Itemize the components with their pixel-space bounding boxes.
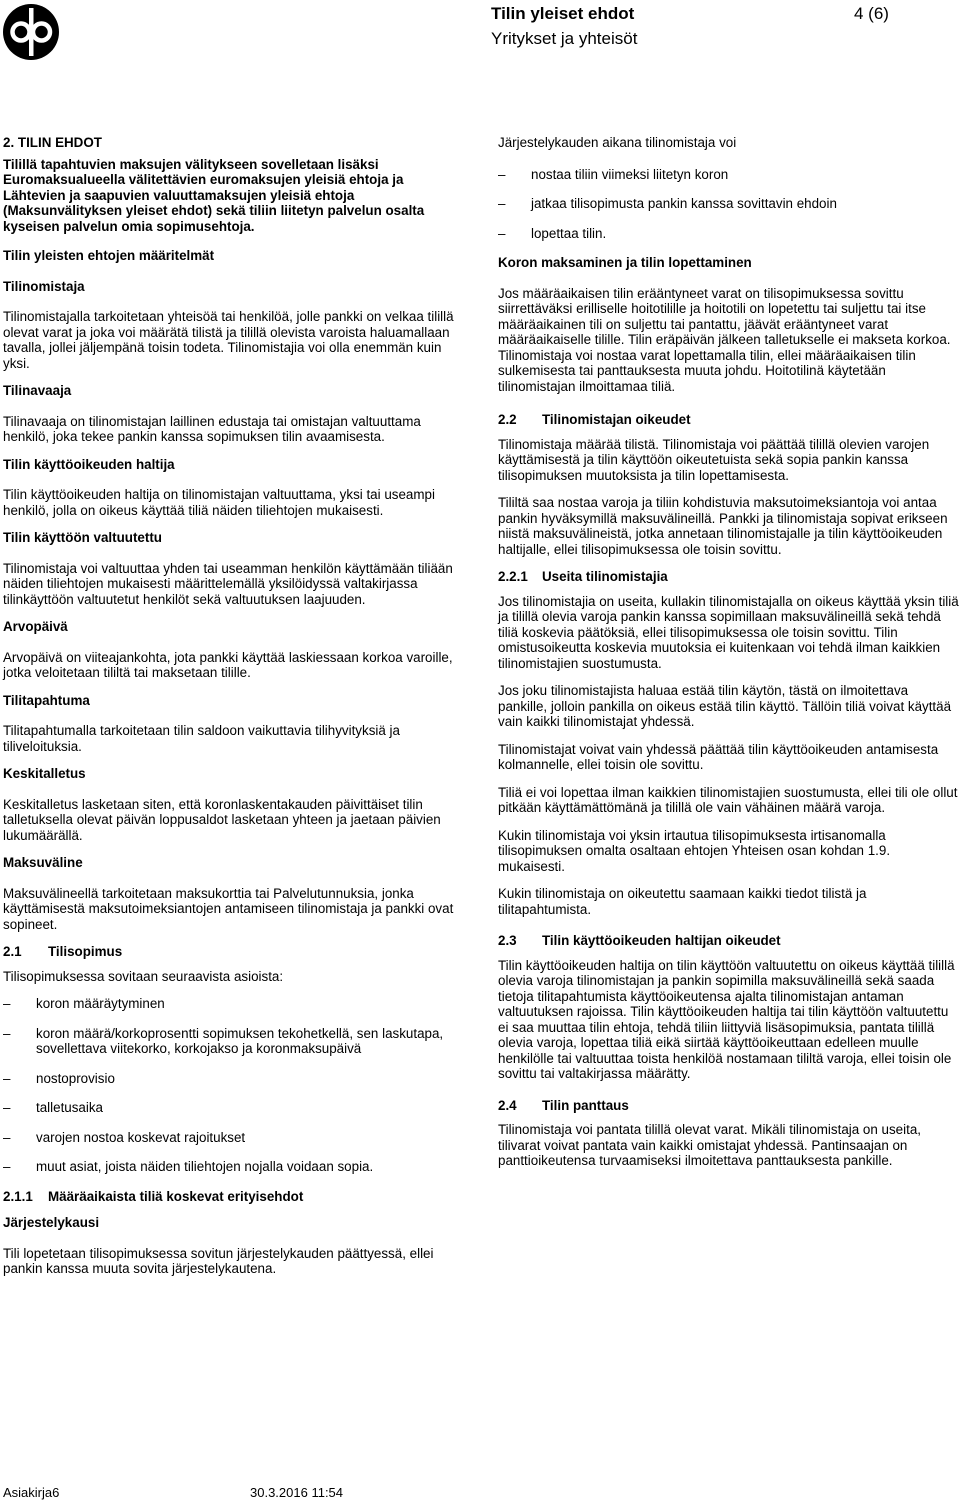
interest-heading: Koron maksaminen ja tilin lopettaminen <box>498 255 752 270</box>
tilisopimus-list <box>3 996 465 1175</box>
section-2-2-paragraph: Tililtä saa nostaa varoja ja tiliin kohdistuvia maksutoimeksiantoja voi antaa pankin hyväksymillä maksuvälineillä. Pankki ja tilinomistaja sopivat erikseen niistä maksuvälineistä, jotka annetaan tilinomistajalle ja tilin käyttöoikeuden haltijalle, ellei tilisopimuksessa ole toisin sovittu. <box>498 495 948 557</box>
definition-term: Tilin käyttöön valtuutettu <box>3 530 162 545</box>
left-column <box>3 135 465 1289</box>
definition-text: Maksuvälineellä tarkoitetaan maksukorttia tai Palvelutunnuksia, jonka käyttämisestä maksutoimeksiantojen antamiseen tilinomistaja ja pankki ovat sopineet. <box>3 885 454 932</box>
footer-date: 30.3.2016 11:54 <box>250 1485 344 1500</box>
definition-text: Keskitalletus lasketaan siten, että koronlaskentakauden päivittäiset tilin talletuksella olevat päivän loppusaldot lasketaan yhteen ja jaetaan päivien lukumäärällä. <box>3 796 441 843</box>
section-heading: 2. TILIN EHDOT <box>3 135 102 150</box>
document-subtitle: Yritykset ja yhteisöt <box>491 29 638 48</box>
list-item: – nostoprovisio <box>3 1071 465 1087</box>
section-2-2-heading: 2.2 Tilinomistajan oikeudet <box>498 412 691 427</box>
definition-term: Tilitapahtuma <box>3 692 90 708</box>
definition-term: Tilinavaaja <box>3 383 72 398</box>
section-2-2-1-paragraph: Tilinomistajat voivat vain yhdessä päättää tilin käyttöoikeuden antamisesta kolmannelle, ellei toisin ole sovittu. <box>498 741 939 772</box>
section-2-4-text: Tilinomistaja voi pantata tilillä olevat varat. Mikäli tilinomistaja on useita, tilivarat voivat pantata vain kaikki omistajat yhdessä. Pantinsaajan on panttioikeutensa turvaamiseksi ilmoitettava panttauksesta pankille. <box>498 1122 921 1168</box>
definition-text: Tilinavaaja on tilinomistajan laillinen edustaja tai omistajan valtuuttama henkilö, joka tekee pankin kanssa sopimuksen tilin avaamisesta. <box>3 413 421 444</box>
definition-text: Tilinomistajalla tarkoitetaan yhteisöä tai henkilöä, jolle pankki on velkaa tilillä olevat varat ja joka voi määrätä tilistä ja tilillä olevista varoista haluamallaan tavalla, jollei jäljempänä toisin todeta. Tilinomistajia voi olla enemmän kuin yksi. <box>3 309 454 371</box>
list-item: – muut asiat, joista näiden tiliehtojen nojalla voidaan sopia. <box>3 1159 465 1175</box>
section-2-2-1-paragraph: Tiliä ei voi lopettaa ilman kaikkien tilinomistajien suostumusta, ellei tili ole ollut pitkään käyttämättömänä ja tilillä ole vain vähäinen määrä varoja. <box>498 784 958 815</box>
op-logo-icon <box>2 3 60 61</box>
jarjestelykausi-text: Tili lopetetaan tilisopimuksessa sovitun järjestelykauden päättyessä, ellei pankin kanssa muuta sovita järjestelykautena. <box>3 1245 434 1276</box>
section-2-2-paragraph: Tilinomistaja määrää tilistä. Tilinomistaja voi päättää tilillä olevien varojen käyttämisestä ja tilin käyttöön oikeutetuista sekä sopia pankin kanssa tilisopimuksen muutoksista ja tilin lopettamisesta. <box>498 436 930 483</box>
section-2-2-1-paragraph: Kukin tilinomistaja on oikeutettu saamaan kaikki tiedot tilistä ja tilitapahtumista. <box>498 886 867 917</box>
footer-document-id: Asiakirja6 <box>3 1485 60 1500</box>
definition-term: Arvopäivä <box>3 619 68 634</box>
section-2-1-heading: 2.1 Tilisopimus <box>3 944 123 959</box>
page-number: 4 (6) <box>854 4 889 23</box>
list-item: – jatkaa tilisopimusta pankin kanssa sovittavin ehdoin <box>498 196 960 212</box>
intro-paragraph: Tilillä tapahtuvien maksujen välitykseen sovelletaan lisäksi Euromaksualueella välitettävien euromaksujen yleisiä ehtoja ja Lähtevien ja saapuvien valuuttamaksujen yleisiä ehtoja (Maksunvälityksen yleiset ehdot) sekä tiliin liitetyn palvelun osalta kyseisen palvelun omia sopimusehtoja. <box>3 156 425 234</box>
right-column <box>498 135 960 1181</box>
jarjestelykausi-heading: Järjestelykausi <box>3 1215 100 1230</box>
section-2-3-heading: 2.3 Tilin käyttöoikeuden haltijan oikeudet <box>498 933 781 948</box>
definition-term: Tilin käyttöoikeuden haltija <box>3 456 175 472</box>
section-2-2-1-paragraph: Jos tilinomistajia on useita, kullakin tilinomistajalla on oikeus käyttää yksin tiliä ja tilillä olevia varoja pankin kanssa sopimillaan maksuvälineillä sekä tehdä tiliä koskevia päätöksiä, ellei tilisopimuksessa ole toisin sovittu. Tilin omistusoikeutta koskevia muutoksia ei kuitenkaan voi tehdä ilman kaikkien tilinomistajien suostumusta. <box>498 593 959 671</box>
section-2-4-heading: 2.4 Tilin panttaus <box>498 1097 629 1113</box>
section-2-3-text: Tilin käyttöoikeuden haltija on tilin käyttöön valtuutettu on oikeus käyttää tilillä olevia varoja tilinomistajan ja pankin sopimilla maksuvälineillä sekä saada tietoja tilitapahtumista käyttöoikeutensa ajalta tilinomistajan antaman valtuutuksen rajoissa. Tilin käyttöoikeuden haltija tai tilin käyttöön valtuutettu ei saa muuttaa tilin ehtoja, tehdä tiliin liittyviä lisäsopimuksia, pantata tilillä olevia varoja, lopettaa tiliä eikä siirtää käyttöoikeuttaan edelleen muulle henkilölle tai valtuuttaa toista henkilöä nostamaan tililtä varoja, ellei toisin ole sovittu tai valtakirjassa määrätty. <box>498 957 955 1081</box>
definition-text: Tilin käyttöoikeuden haltija on tilinomistajan valtuuttama, yksi tai useampi henkilö, jolla on oikeus käyttää tiliä näiden tiliehtojen mukaisesti. <box>3 487 435 518</box>
section-2-2-1-heading: 2.2.1 Useita tilinomistajia <box>498 569 668 584</box>
section-2-2-1-paragraph: Jos joku tilinomistajista haluaa estää tilin käytön, tästä on ilmoitettava pankille, jolloin pankilla on oikeus estää tilin käyttö. Tällöin tiliä voivat käyttää vain kaikki tilinomistajat yhdessä. <box>498 683 952 729</box>
section-2-1-intro: Tilisopimuksessa sovitaan seuraavista asioista: <box>3 968 284 984</box>
list-item: – nostaa tiliin viimeksi liitetyn koron <box>498 167 960 183</box>
list-item: – lopettaa tilin. <box>498 226 960 242</box>
definition-text: Tilitapahtumalla tarkoitetaan tilin saldoon vaikuttavia tilihyvityksiä ja tiliveloituksia. <box>3 723 400 754</box>
jarjestelykausi-list <box>498 167 960 242</box>
list-item: – koron määrä/korkoprosentti sopimuksen tekohetkellä, sen laskutapa, sovellettava viitekorko, korkojakso ja koronmaksupäivä <box>3 1026 465 1057</box>
section-2-2-1-paragraph: Kukin tilinomistaja voi yksin irtautua tilisopimuksesta irtisanomalla tilisopimuksen omalta osaltaan ehtojen Yhteisen osan kohdan 1.9. mukaisesti. <box>498 827 891 874</box>
document-title: Tilin yleiset ehdot <box>491 4 635 23</box>
interest-text: Jos määräaikaisen tilin erääntyneet varat on tilisopimuksessa sovittu siirrettäväksi erilliselle hoitotilille ja hoitotili on lopetettu tai suljettu tai itse määräaikainen tili on suljettu tai pantattu, jäävät erääntyneet varat määräaikaiselle tilille. Tilin eräpäivän jälkeen talletukselle ei makseta korkoa. Tilinomistaja voi nostaa varat lopettamalla tilin, ellei määräaikaisen tilin sulkemisesta tai panttauksesta muuta johdu. Hoitotilinä käytetään tilinomistajan ilmoittamaa tiliä. <box>498 285 951 394</box>
section-2-1-1-heading: 2.1.1 Määräaikaista tiliä koskevat erityisehdot <box>3 1188 304 1204</box>
list-item: – varojen nostoa koskevat rajoitukset <box>3 1130 465 1146</box>
definition-text: Tilinomistaja voi valtuuttaa yhden tai useamman henkilön käyttämään tiliään näiden tiliehtojen mukaisesti määrittelemällä yksilöidyssä valtakirjassa tilinkäyttöön valtuutetut henkilöt sekä valtuutuksen laajuuden. <box>3 560 453 607</box>
definition-term: Maksuväline <box>3 855 83 870</box>
definition-text: Arvopäivä on viiteajankohta, jota pankki käyttää laskiessaan korkoa varoille, jotka veloitetaan tililtä tai maksetaan tilille. <box>3 649 453 680</box>
list-item: – koron määräytyminen <box>3 996 465 1012</box>
definition-term: Keskitalletus <box>3 766 86 781</box>
definition-term: Tilinomistaja <box>3 278 85 294</box>
list-item: – talletusaika <box>3 1100 465 1116</box>
jarjestelykausi-intro: Järjestelykauden aikana tilinomistaja voi <box>498 135 737 150</box>
definitions-heading: Tilin yleisten ehtojen määritelmät <box>3 248 215 263</box>
